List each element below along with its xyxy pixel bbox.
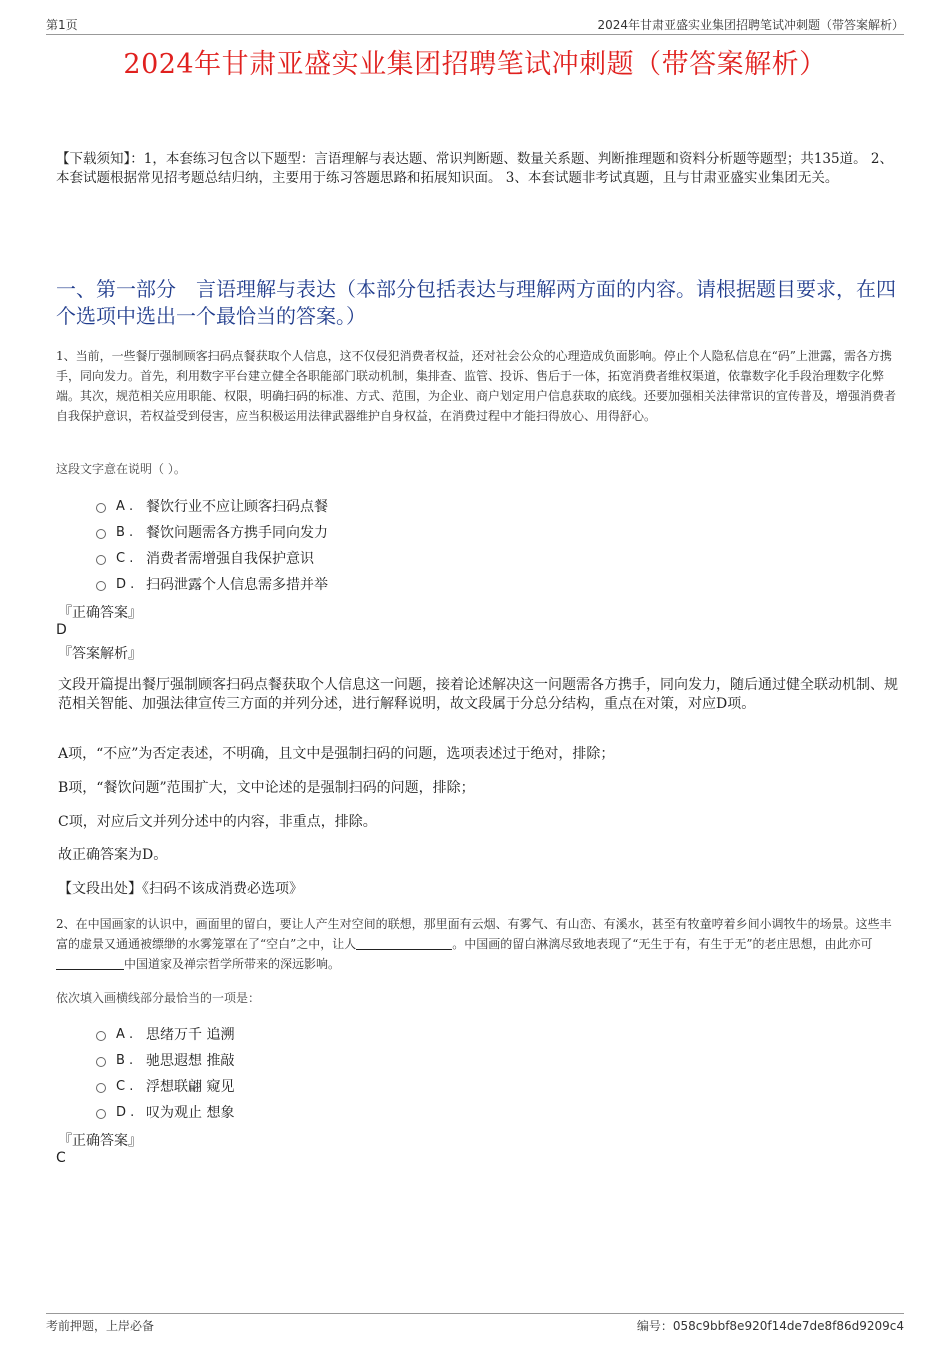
source-line: 【文段出处】《扫码不该成消费必选项》 [58, 881, 303, 897]
page-header [46, 16, 904, 35]
document-title: 2024年甘肃亚盛实业集团招聘笔试冲刺题（带答案解析） [123, 49, 827, 80]
analysis-paragraph: C项，对应后文并列分述中的内容，非重点，排除。 [58, 814, 377, 830]
option-b[interactable]: B . 餐饮问题需各方携手同向发力 [96, 519, 328, 545]
radio-icon[interactable] [96, 581, 106, 591]
analysis-label: 『答案解析』 [58, 646, 142, 662]
answer-value: D [56, 622, 67, 638]
option-c[interactable]: C . 浮想联翩 窥见 [96, 1073, 234, 1099]
analysis-paragraph: 故正确答案为D。 [58, 847, 168, 863]
footer-doc-id: 编号：058c9bbf8e920f14de7de8f86d9209c4 [636, 1319, 904, 1333]
question-1-prompt: 这段文字意在说明（ ）。 [56, 462, 186, 476]
analysis-paragraph: A项，“不应”为否定表述，不明确，且文中是强制扫码的问题，选项表述过于绝对，排除； [58, 746, 615, 762]
analysis-paragraph: 文段开篇提出餐厅强制顾客扫码点餐获取个人信息这一问题，接着论述解决这一问题需各方携手，同向发力，随后通过健全联动机制、规范相关智能、加强法律宣传三方面的并列分述，进行解释说明，故文段属于分总分结构，重点在对策，对应D项。 [58, 677, 898, 712]
radio-icon[interactable] [96, 503, 106, 513]
radio-icon[interactable] [96, 1057, 106, 1067]
question-1-options [96, 493, 328, 597]
answer-value: C [56, 1150, 66, 1166]
question-2-prompt: 依次填入画横线部分最恰当的一项是： [56, 991, 261, 1005]
radio-icon[interactable] [96, 1083, 106, 1093]
section-heading: 一、第一部分 言语理解与表达（本部分包括表达与理解两方面的内容。请根据题目要求，在四个选项中选出一个最恰当的答案。） [56, 277, 896, 328]
option-b[interactable]: B . 驰思遐想 推敲 [96, 1047, 234, 1073]
header-doc-title: 2024年甘肃亚盛实业集团招聘笔试冲刺题（带答案解析） [597, 18, 904, 32]
question-2-options [96, 1021, 234, 1125]
fill-blank[interactable] [56, 955, 124, 970]
radio-icon[interactable] [96, 529, 106, 539]
radio-icon[interactable] [96, 1109, 106, 1119]
option-a[interactable]: A . 餐饮行业不应让顾客扫码点餐 [96, 493, 328, 519]
option-c[interactable]: C . 消费者需增强自我保护意识 [96, 545, 328, 571]
option-d[interactable]: D . 扫码泄露个人信息需多措并举 [96, 571, 328, 597]
radio-icon[interactable] [96, 555, 106, 565]
option-d[interactable]: D . 叹为观止 想象 [96, 1099, 234, 1125]
option-a[interactable]: A . 思绪万千 追溯 [96, 1021, 234, 1047]
page-number: 第1页 [46, 18, 78, 32]
radio-icon[interactable] [96, 1031, 106, 1041]
page-footer [46, 1313, 904, 1335]
fill-blank[interactable] [356, 935, 452, 950]
answer-label: 『正确答案』 [58, 605, 142, 621]
analysis-paragraph: B项，“餐饮问题”范围扩大，文中论述的是强制扫码的问题，排除； [58, 780, 475, 796]
download-notice: 【下载须知】：1，本套练习包含以下题型：言语理解与表达题、常识判断题、数量关系题、判断推理题和资料分析题等题型；共135道。 2、本套试题根据常见招考题总结归纳，主要用于练习答题思路和拓展知识面。 3、本套试题非考试真题，且与甘肃亚盛实业集团无关。 [56, 151, 893, 186]
footer-slogan: 考前押题，上岸必备 [46, 1319, 155, 1333]
question-1-text: 1、当前，一些餐厅强制顾客扫码点餐获取个人信息，这不仅侵犯消费者权益，还对社会公众的心理造成负面影响。停止个人隐私信息在“码”上泄露，需各方携手，同向发力。首先，利用数字平台建立健全各职能部门联动机制，集排查、监管、投诉、售后于一体，拓宽消费者维权渠道，依靠数字化手段治理数字化弊端。其次，规范相关应用职能、权限，明确扫码的标准、方式、范围，为企业、商户划定用户信息获取的底线。还要加强相关法律常识的宣传普及，增强消费者自我保护意识，若权益受到侵害，应当积极运用法律武器维护自身权益，在消费过程中才能扫得放心、用得舒心。 [56, 349, 897, 423]
question-2-text: 2、在中国画家的认识中，画面里的留白，要让人产生对空间的联想，那里面有云烟、有雾气、有山峦、有溪水，甚至有牧童哼着乡间小调牧牛的场景。这些丰富的虚景又通通被缥缈的水雾笼罩在了“空白”之中，让人 。中国画的留白淋漓尽致地表现了“无生于有，有生于无”的老庄思想，由此亦可中国道家及禅宗哲学所带来的深远影响。 [56, 917, 892, 971]
answer-label: 『正确答案』 [58, 1133, 142, 1149]
